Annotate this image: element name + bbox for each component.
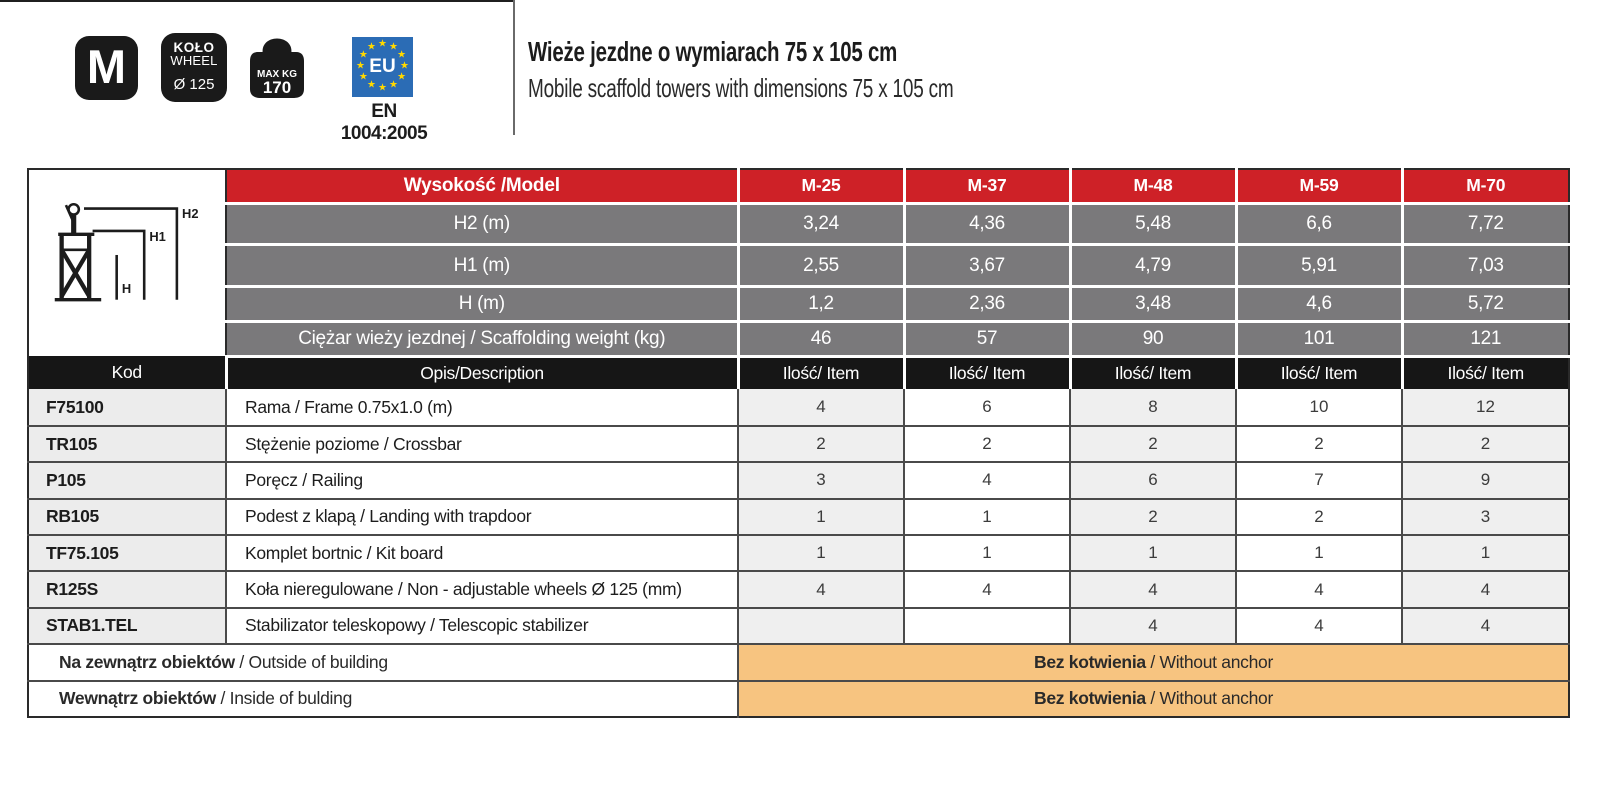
model-column-header: M-25 (738, 169, 904, 203)
max-kg-label: MAX KG (257, 69, 297, 80)
item-qty: 4 (1070, 571, 1236, 607)
spec-value: 121 (1402, 322, 1569, 356)
item-qty: 4 (1402, 608, 1569, 644)
item-qty: 1 (1236, 535, 1402, 571)
spec-value: 2,55 (738, 245, 904, 287)
spec-label: H1 (m) (226, 245, 738, 287)
qty-header: Ilość/ Item (904, 356, 1070, 389)
model-column-header: M-48 (1070, 169, 1236, 203)
model-column-header: M-70 (1402, 169, 1569, 203)
anchor-location-en: / Inside of bulding (215, 688, 353, 709)
anchor-location-label (28, 644, 738, 680)
item-qty: 3 (1402, 499, 1569, 535)
spec-value: 4,6 (1236, 287, 1402, 322)
svg-text:★: ★ (378, 82, 387, 94)
spec-value: 2,36 (904, 287, 1070, 322)
svg-text:★: ★ (400, 60, 409, 72)
item-qty: 4 (1402, 571, 1569, 607)
anchor-location-pl: Wewnątrz obiektów (59, 688, 216, 709)
item-row (28, 426, 1569, 462)
svg-text:★: ★ (367, 79, 376, 91)
item-qty: 4 (738, 571, 904, 607)
scaffold-height-diagram (41, 191, 213, 331)
spec-value: 5,91 (1236, 245, 1402, 287)
spec-value: 46 (738, 322, 904, 356)
item-qty: 2 (1236, 499, 1402, 535)
item-description: Komplet bortnic / Kit board (226, 535, 738, 571)
spec-value: 90 (1070, 322, 1236, 356)
page-top-rule (0, 0, 513, 2)
spec-value: 3,48 (1070, 287, 1236, 322)
scaffold-diagram-cell (28, 169, 226, 356)
models-header-row (28, 169, 1569, 203)
spec-value: 3,24 (738, 203, 904, 245)
diagram-h-label: H (121, 280, 132, 296)
item-qty: 1 (738, 499, 904, 535)
item-qty: 7 (1236, 462, 1402, 498)
item-qty: 4 (1070, 608, 1236, 644)
spec-row-h2 (28, 203, 1569, 245)
item-description: Koła nieregulowane / Non - adjustable wheels Ø 125 (mm) (226, 571, 738, 607)
spec-value: 5,48 (1070, 203, 1236, 245)
item-qty: 2 (1070, 426, 1236, 462)
item-qty: 4 (904, 462, 1070, 498)
item-code: R125S (28, 571, 226, 607)
item-row (28, 571, 1569, 607)
item-qty: 1 (904, 535, 1070, 571)
brand-m-badge (75, 36, 138, 100)
wheel-diameter-value: Ø 125 (173, 76, 215, 93)
description-header: Opis/Description (226, 356, 738, 389)
svg-text:★: ★ (389, 79, 398, 91)
spec-label: Ciężar wieży jezdnej / Scaffolding weight (kg) (226, 322, 738, 356)
item-qty: 4 (904, 571, 1070, 607)
page-title-en: Mobile scaffold towers with dimensions 75 x 105 cm (528, 73, 954, 103)
item-description: Rama / Frame 0.75x1.0 (m) (226, 389, 738, 425)
item-code: TF75.105 (28, 535, 226, 571)
items-header-row (28, 356, 1569, 389)
item-row (28, 535, 1569, 571)
anchor-requirement (738, 681, 1569, 717)
item-qty: 2 (1070, 499, 1236, 535)
eu-flag-icon (352, 37, 413, 97)
item-code: P105 (28, 462, 226, 498)
item-qty: 4 (1236, 608, 1402, 644)
svg-text:★: ★ (358, 71, 368, 83)
spec-label: H2 (m) (226, 203, 738, 245)
svg-text:★: ★ (378, 38, 387, 50)
wheel-label-pl: KOŁO (173, 40, 215, 55)
item-qty: 2 (1402, 426, 1569, 462)
model-column-header: M-59 (1236, 169, 1402, 203)
scaffold-spec-table (27, 168, 1570, 718)
item-qty: 10 (1236, 389, 1402, 425)
kod-header: Kod (28, 356, 226, 389)
qty-header: Ilość/ Item (1070, 356, 1236, 389)
anchor-requirement-en: / Without anchor (1145, 688, 1273, 709)
anchor-requirement-en: / Without anchor (1145, 651, 1273, 672)
item-description: Stężenie poziome / Crossbar (226, 426, 738, 462)
svg-text:★: ★ (367, 41, 376, 53)
models-header-label: Wysokość /Model (226, 169, 738, 203)
item-qty: 4 (1236, 571, 1402, 607)
spec-value: 7,72 (1402, 203, 1569, 245)
qty-header: Ilość/ Item (1236, 356, 1402, 389)
item-qty: 1 (904, 499, 1070, 535)
item-qty: 9 (1402, 462, 1569, 498)
anchor-location-en: / Outside of building (234, 651, 388, 672)
item-qty: 6 (904, 389, 1070, 425)
item-qty: 3 (738, 462, 904, 498)
qty-header: Ilość/ Item (1402, 356, 1569, 389)
item-description: Poręcz / Railing (226, 462, 738, 498)
svg-text:★: ★ (356, 60, 365, 72)
svg-text:★: ★ (397, 71, 407, 83)
spec-row-h (28, 287, 1569, 322)
item-qty (738, 608, 904, 644)
anchor-requirement-pl: Bez kotwienia (1033, 688, 1146, 709)
item-qty: 1 (1402, 535, 1569, 571)
anchor-location-label (28, 681, 738, 717)
diagram-h2-label: H2 (182, 205, 199, 221)
item-description: Podest z klapą / Landing with trapdoor (226, 499, 738, 535)
item-qty: 1 (1070, 535, 1236, 571)
item-qty: 2 (738, 426, 904, 462)
norm-code: EN 1004:2005 (340, 101, 428, 144)
item-qty: 2 (904, 426, 1070, 462)
spec-value: 5,72 (1402, 287, 1569, 322)
spec-value: 3,67 (904, 245, 1070, 287)
item-row (28, 608, 1569, 644)
spec-value: 57 (904, 322, 1070, 356)
item-qty: 4 (738, 389, 904, 425)
wheel-diameter-badge (161, 33, 227, 102)
item-code: STAB1.TEL (28, 608, 226, 644)
item-row (28, 462, 1569, 498)
max-kg-value: 170 (262, 78, 292, 97)
page-title-pl: Wieże jezdne o wymiarach 75 x 105 cm (528, 36, 898, 67)
spec-value: 7,03 (1402, 245, 1569, 287)
spec-label: H (m) (226, 287, 738, 322)
brand-m-label: M (86, 40, 127, 93)
anchor-row-inside (28, 681, 1569, 717)
spec-row-h1 (28, 245, 1569, 287)
item-row (28, 499, 1569, 535)
eu-label: EU (369, 56, 396, 77)
item-qty: 2 (1236, 426, 1402, 462)
anchor-requirement (738, 644, 1569, 680)
anchor-location-pl: Na zewnątrz obiektów (59, 651, 235, 672)
item-description: Stabilizator teleskopowy / Telescopic stabilizer (226, 608, 738, 644)
item-qty (904, 608, 1070, 644)
item-row (28, 389, 1569, 425)
item-qty: 6 (1070, 462, 1236, 498)
spec-value: 4,36 (904, 203, 1070, 245)
model-column-header: M-37 (904, 169, 1070, 203)
anchor-row-outside (28, 644, 1569, 680)
spec-row-weight (28, 322, 1569, 356)
max-load-weight-icon (241, 31, 313, 101)
svg-text:★: ★ (397, 49, 407, 61)
item-code: F75100 (28, 389, 226, 425)
svg-text:★: ★ (358, 49, 368, 61)
spec-value: 4,79 (1070, 245, 1236, 287)
item-code: TR105 (28, 426, 226, 462)
item-code: RB105 (28, 499, 226, 535)
item-qty: 12 (1402, 389, 1569, 425)
item-qty: 1 (738, 535, 904, 571)
spec-value: 101 (1236, 322, 1402, 356)
spec-value: 1,2 (738, 287, 904, 322)
wheel-label-en: WHEEL (170, 53, 218, 68)
item-qty: 8 (1070, 389, 1236, 425)
anchor-requirement-pl: Bez kotwienia (1033, 651, 1146, 672)
svg-text:★: ★ (389, 41, 398, 53)
diagram-h1-label: H1 (149, 228, 166, 244)
page-column-divider (513, 0, 515, 135)
spec-value: 6,6 (1236, 203, 1402, 245)
page-header (528, 36, 1111, 104)
qty-header: Ilość/ Item (738, 356, 904, 389)
